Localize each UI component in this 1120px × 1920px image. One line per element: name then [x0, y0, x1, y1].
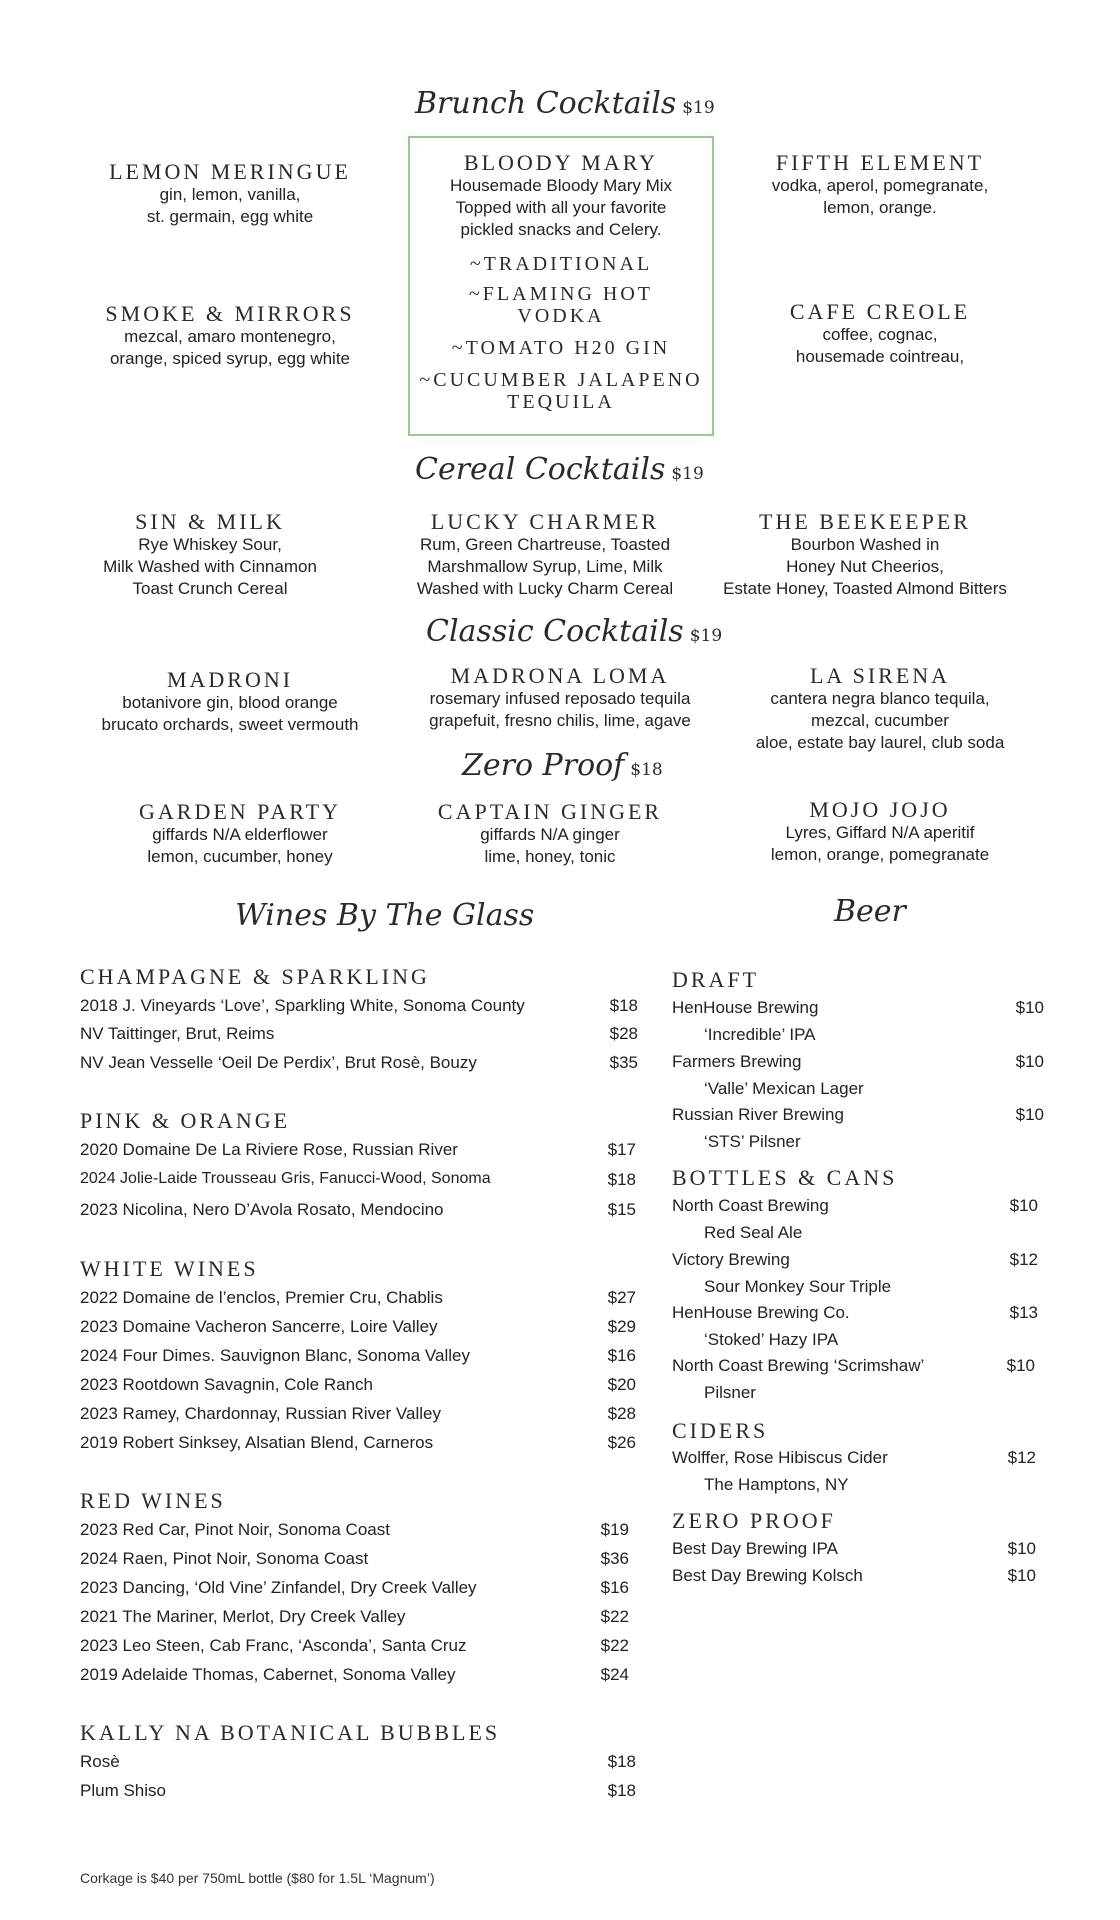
wine-row	[80, 1578, 629, 1598]
kally-heading: KALLY NA BOTANICAL BUBBLES	[80, 1720, 501, 1745]
cocktail-garden-party	[90, 800, 390, 868]
cocktail-name: BLOODY MARY	[463, 150, 659, 175]
section-price: $19	[671, 464, 704, 484]
classic-cocktails-heading	[426, 614, 722, 649]
cereal-cocktails-heading	[415, 452, 704, 487]
beer-style: ‘Valle’ Mexican Lager	[704, 1079, 864, 1098]
cocktail-desc: cantera negra blanco tequila,	[770, 689, 990, 708]
beer-style: ‘Stoked’ Hazy IPA	[704, 1330, 839, 1349]
cocktail-lemon-meringue	[80, 160, 380, 228]
wine-name: 2019 Robert Sinksey, Alsatian Blend, Carneros	[80, 1433, 434, 1452]
wine-row	[80, 1433, 636, 1453]
beer-row	[672, 1448, 1036, 1468]
beer-price: $10	[1009, 1196, 1038, 1215]
beer-row	[672, 1052, 1044, 1072]
beer-row	[672, 1356, 1035, 1376]
beer-style: ‘STS’ Pilsner	[704, 1132, 801, 1151]
wine-name: 2020 Domaine De La Riviere Rose, Russian River	[80, 1140, 458, 1159]
cocktail-desc: lime, honey, tonic	[484, 847, 616, 866]
wine-price: $24	[600, 1665, 629, 1684]
wine-row	[80, 1170, 636, 1188]
draft-heading: DRAFT	[672, 967, 760, 992]
wine-name: 2021 The Mariner, Merlot, Dry Creek Valley	[80, 1607, 406, 1626]
beer-style: Red Seal Ale	[704, 1223, 803, 1242]
cocktail-captain-ginger	[400, 800, 700, 868]
cocktail-name: CAPTAIN GINGER	[437, 799, 663, 824]
cocktail-la-sirena	[730, 664, 1030, 754]
wine-row	[80, 1140, 636, 1160]
section-title: Beer	[834, 894, 906, 929]
cocktail-desc: pickled snacks and Celery.	[460, 220, 662, 239]
cocktail-name: LUCKY CHARMER	[430, 509, 660, 534]
champagne-heading: CHAMPAGNE & SPARKLING	[80, 964, 430, 989]
cocktail-sin-milk	[60, 510, 360, 600]
wine-name: Plum Shiso	[80, 1781, 166, 1800]
section-price: $19	[689, 626, 723, 646]
wine-price: $26	[607, 1433, 636, 1452]
cocktail-beekeeper	[700, 510, 1030, 600]
beer-price: $10	[1006, 1356, 1035, 1375]
section-title: Zero Proof	[462, 748, 625, 783]
beer-name: Best Day Brewing IPA	[672, 1539, 838, 1558]
wine-name: 2023 Ramey, Chardonnay, Russian River Valley	[80, 1404, 441, 1423]
wine-name: 2024 Raen, Pinot Noir, Sonoma Coast	[80, 1549, 369, 1568]
beer-location: The Hamptons, NY	[704, 1475, 849, 1494]
wine-price: $18	[609, 996, 638, 1015]
cocktail-desc: Rye Whiskey Sour,	[138, 535, 282, 554]
wine-row	[80, 1607, 629, 1627]
wine-name: 2023 Rootdown Savagnin, Cole Ranch	[80, 1375, 373, 1394]
cocktail-desc: Estate Honey, Toasted Almond Bitters	[723, 579, 1007, 598]
beer-row	[672, 1250, 1038, 1270]
cocktail-desc: mezcal, amaro montenegro,	[124, 327, 336, 346]
wine-name: 2022 Domaine de l’enclos, Premier Cru, Chablis	[80, 1288, 443, 1307]
wine-price: $18	[607, 1781, 636, 1800]
cocktail-name: SMOKE & MIRRORS	[105, 301, 355, 326]
wine-name: 2024 Four Dimes. Sauvignon Blanc, Sonoma Valley	[80, 1346, 470, 1365]
zero-proof-heading	[462, 748, 663, 783]
cocktail-bloody-mary	[408, 151, 714, 413]
beer-price: $10	[1015, 1105, 1044, 1124]
cocktail-desc: Bourbon Washed in	[790, 535, 940, 554]
cocktail-desc: Marshmallow Syrup, Lime, Milk	[427, 557, 663, 576]
bloody-mary-variant: ~TOMATO H20 GIN	[451, 337, 671, 359]
cocktail-desc: rosemary infused reposado tequila	[429, 689, 691, 708]
wine-name: NV Jean Vesselle ‘Oeil De Perdix’, Brut Rosè, Bouzy	[80, 1053, 477, 1072]
wine-price: $19	[600, 1520, 629, 1539]
cocktail-desc: Toast Crunch Cereal	[132, 579, 288, 598]
cocktail-smoke-mirrors	[80, 302, 380, 370]
brunch-cocktails-heading	[415, 86, 715, 121]
bottles-cans-heading: BOTTLES & CANS	[672, 1165, 898, 1190]
cocktail-name: LA SIRENA	[809, 663, 951, 688]
cocktail-desc: lemon, cucumber, honey	[147, 847, 333, 866]
wine-price: $18	[607, 1170, 636, 1189]
wine-name: 2024 Jolie-Laide Trousseau Gris, Fanucci-Wood, Sonoma	[80, 1170, 491, 1187]
beer-price: $12	[1007, 1448, 1036, 1467]
cocktail-name: LEMON MERINGUE	[109, 159, 351, 184]
wine-price: $22	[600, 1636, 629, 1655]
cocktail-name: CAFE CREOLE	[789, 299, 971, 324]
cocktail-desc: gin, lemon, vanilla,	[159, 185, 301, 204]
wine-name: 2023 Red Car, Pinot Noir, Sonoma Coast	[80, 1520, 390, 1539]
beer-row	[672, 1303, 1038, 1323]
cocktail-desc: coffee, cognac,	[822, 325, 938, 344]
wine-row	[80, 996, 638, 1016]
beer-price: $12	[1009, 1250, 1038, 1269]
zero-proof-beer-heading: ZERO PROOF	[672, 1508, 836, 1533]
cocktail-fifth-element	[730, 151, 1030, 219]
beer-heading	[834, 894, 906, 929]
cocktail-desc: Milk Washed with Cinnamon	[103, 557, 317, 576]
bloody-mary-variant: ~TRADITIONAL	[469, 253, 653, 275]
cocktail-name: GARDEN PARTY	[139, 799, 341, 824]
beer-row	[672, 1539, 1036, 1559]
bloody-mary-variant: TEQUILA	[507, 391, 615, 413]
cocktail-desc: lemon, orange, pomegranate	[770, 845, 990, 864]
cocktail-name: MADRONI	[166, 667, 294, 692]
beer-row	[672, 1566, 1036, 1586]
bloody-mary-variant: VODKA	[517, 305, 605, 327]
beer-price: $13	[1009, 1303, 1038, 1322]
cocktail-desc: giffards N/A elderflower	[152, 825, 328, 844]
bloody-mary-variant: ~FLAMING HOT	[468, 283, 654, 305]
beer-row	[672, 998, 1044, 1018]
beer-name: Russian River Brewing	[672, 1105, 844, 1124]
wine-price: $16	[600, 1578, 629, 1597]
cocktail-desc: botanivore gin, blood orange	[122, 693, 338, 712]
cocktail-desc: aloe, estate bay laurel, club soda	[755, 733, 1005, 752]
cocktail-madrona-loma	[410, 664, 710, 732]
cocktail-desc: Topped with all your favorite	[455, 198, 667, 217]
wine-price: $28	[609, 1024, 638, 1043]
cocktail-desc: Honey Nut Cheerios,	[786, 557, 944, 576]
wine-name: 2023 Domaine Vacheron Sancerre, Loire Valley	[80, 1317, 438, 1336]
cocktail-name: MADRONA LOMA	[450, 663, 670, 688]
beer-price: $10	[1007, 1539, 1036, 1558]
cocktail-madroni	[80, 668, 380, 736]
cocktail-mojo-jojo	[730, 798, 1030, 866]
beer-price: $10	[1015, 998, 1044, 1017]
wine-row	[80, 1375, 636, 1395]
cocktail-name: FIFTH ELEMENT	[775, 150, 985, 175]
wine-price: $20	[607, 1375, 636, 1394]
wine-name: 2019 Adelaide Thomas, Cabernet, Sonoma Valley	[80, 1665, 456, 1684]
section-title: Classic Cocktails	[426, 614, 684, 649]
wines-heading	[235, 898, 534, 933]
cocktail-desc: vodka, aperol, pomegranate,	[771, 176, 989, 195]
cocktail-lucky-charmer	[395, 510, 695, 600]
beer-style: ‘Incredible’ IPA	[704, 1025, 816, 1044]
wine-row	[80, 1665, 629, 1685]
wine-price: $28	[607, 1404, 636, 1423]
wine-row	[80, 1549, 629, 1569]
wine-row	[80, 1346, 636, 1366]
beer-name: Farmers Brewing	[672, 1052, 802, 1071]
wine-row	[80, 1288, 636, 1308]
beer-price: $10	[1007, 1566, 1036, 1585]
white-wines-heading: WHITE WINES	[80, 1256, 259, 1281]
cocktail-cafe-creole	[730, 300, 1030, 368]
cocktail-desc: lemon, orange.	[823, 198, 937, 217]
wine-row	[80, 1404, 636, 1424]
beer-name: HenHouse Brewing Co.	[672, 1303, 850, 1322]
wine-name: 2023 Leo Steen, Cab Franc, ‘Asconda’, Santa Cruz	[80, 1636, 467, 1655]
bloody-mary-variant: ~CUCUMBER JALAPENO	[419, 369, 703, 391]
wine-price: $29	[607, 1317, 636, 1336]
beer-name: Wolffer, Rose Hibiscus Cider	[672, 1448, 888, 1467]
beer-row	[672, 1105, 1044, 1125]
beer-style: Sour Monkey Sour Triple	[704, 1277, 892, 1296]
section-price: $18	[630, 760, 663, 780]
section-price: $19	[682, 98, 715, 118]
wine-price: $18	[607, 1752, 636, 1771]
wine-price: $22	[600, 1607, 629, 1626]
wine-row	[80, 1781, 636, 1801]
beer-row	[672, 1196, 1038, 1216]
section-title: Brunch Cocktails	[415, 86, 677, 121]
wine-price: $17	[607, 1140, 636, 1159]
cocktail-name: THE BEEKEEPER	[759, 509, 971, 534]
cocktail-desc: Housemade Bloody Mary Mix	[449, 176, 673, 195]
beer-name: North Coast Brewing ‘Scrimshaw’	[672, 1356, 925, 1375]
wine-name: 2018 J. Vineyards ‘Love’, Sparkling White, Sonoma County	[80, 996, 525, 1015]
red-wines-heading: RED WINES	[80, 1488, 226, 1513]
beer-name: Victory Brewing	[672, 1250, 790, 1269]
pink-orange-heading: PINK & ORANGE	[80, 1108, 291, 1133]
wine-row	[80, 1024, 638, 1044]
cocktail-desc: Lyres, Giffard N/A aperitif	[785, 823, 975, 842]
cocktail-name: MOJO JOJO	[809, 797, 951, 822]
cocktail-desc: Rum, Green Chartreuse, Toasted	[419, 535, 671, 554]
cocktail-desc: st. germain, egg white	[146, 207, 314, 226]
cocktail-desc: mezcal, cucumber	[811, 711, 949, 730]
beer-style: Pilsner	[704, 1383, 756, 1402]
wine-name: 2023 Dancing, ‘Old Vine’ Zinfandel, Dry Creek Valley	[80, 1578, 477, 1597]
wine-price: $27	[607, 1288, 636, 1307]
section-title: Wines By The Glass	[235, 898, 535, 933]
ciders-heading: CIDERS	[672, 1418, 769, 1443]
wine-price: $16	[607, 1346, 636, 1365]
wine-row	[80, 1520, 629, 1540]
wine-price: $15	[607, 1200, 636, 1219]
cocktail-desc: Washed with Lucky Charm Cereal	[416, 579, 674, 598]
cocktail-name: SIN & MILK	[135, 509, 285, 534]
cocktail-desc: grapefuit, fresno chilis, lime, agave	[429, 711, 691, 730]
wine-name: Rosè	[80, 1752, 120, 1771]
wine-name: NV Taittinger, Brut, Reims	[80, 1024, 275, 1043]
cocktail-desc: giffards N/A ginger	[480, 825, 620, 844]
wine-price: $35	[609, 1053, 638, 1072]
cocktail-desc: housemade cointreau,	[795, 347, 965, 366]
wine-row	[80, 1053, 638, 1073]
beer-name: HenHouse Brewing	[672, 998, 819, 1017]
wine-row	[80, 1200, 636, 1220]
beer-name: North Coast Brewing	[672, 1196, 829, 1215]
section-title: Cereal Cocktails	[415, 452, 666, 487]
wine-row	[80, 1752, 636, 1772]
beer-name: Best Day Brewing Kolsch	[672, 1566, 863, 1585]
wine-row	[80, 1636, 629, 1656]
wine-price: $36	[600, 1549, 629, 1568]
corkage-note: Corkage is $40 per 750mL bottle ($80 for 1.5L ‘Magnum’)	[80, 1870, 435, 1886]
cocktail-desc: brucato orchards, sweet vermouth	[101, 715, 359, 734]
wine-row	[80, 1317, 636, 1337]
wine-name: 2023 Nicolina, Nero D’Avola Rosato, Mendocino	[80, 1200, 444, 1219]
beer-price: $10	[1015, 1052, 1044, 1071]
cocktail-desc: orange, spiced syrup, egg white	[109, 349, 351, 368]
